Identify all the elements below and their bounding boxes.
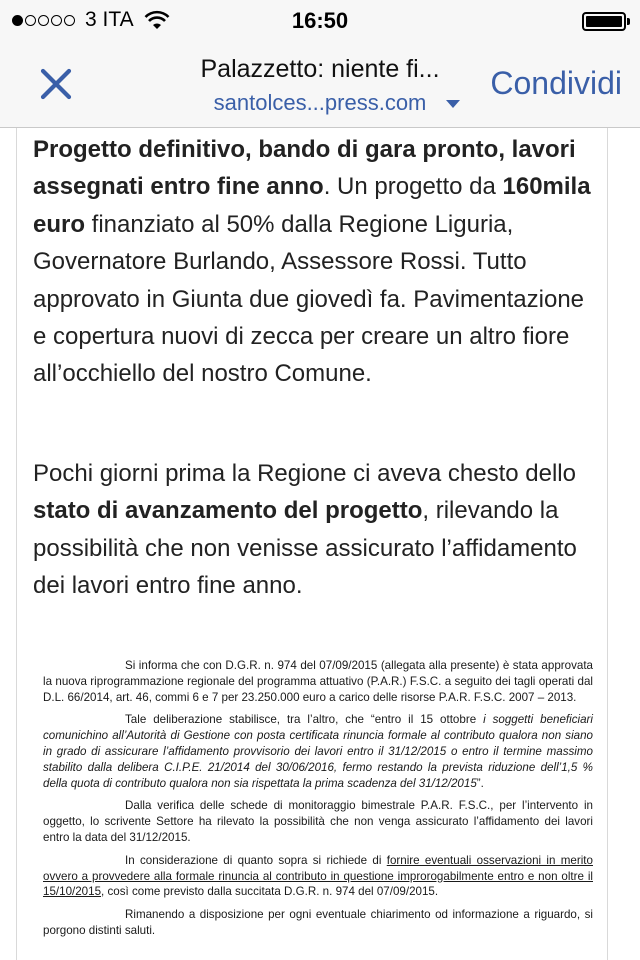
text: . Un progetto da xyxy=(323,173,503,201)
article-content xyxy=(16,128,608,960)
text: , così come previsto dalla succitata D.G.R. n. 974 del 07/09/2015. xyxy=(101,885,439,899)
chevron-down-icon[interactable] xyxy=(446,100,460,108)
carrier-name: 3 ITA xyxy=(85,8,134,31)
battery-nub xyxy=(627,18,630,25)
bold-text: 160mila euro xyxy=(33,173,591,238)
document-paragraph: Rimanendo a disposizione per ogni eventuale chiarimento od informazione a riguardo, si porgono distinti saluti. xyxy=(43,908,593,937)
document-paragraph: Dalla verifica delle schede di monitoraggio bimestrale P.A.R. F.S.C., per l’intervento in oggetto, lo scrivente Settore ha rilevato la possibilità che non venga assicurato l’affidamento dei lavori entro la data del 31/12/2015. xyxy=(43,799,593,844)
status-bar xyxy=(0,0,640,40)
text: ”. xyxy=(476,776,484,790)
article-paragraph xyxy=(33,455,603,605)
share-button[interactable]: Condividi xyxy=(490,65,622,101)
page-url[interactable]: santolces...press.com xyxy=(213,90,427,115)
browser-nav-bar xyxy=(0,40,640,128)
text: finanziato al 50% dalla Regione Liguria, Governatore Burlando, Assessore Rossi. Tutto approvato in Giunta due giovedì fa. Pavimentazione e copertura nuovi di zecca per creare un altro fiore all’occhiello del nostro Comune. xyxy=(33,210,585,388)
bold-text: stato di avanzamento del progetto xyxy=(33,497,423,525)
battery-icon xyxy=(582,12,626,31)
document-paragraph xyxy=(43,712,593,791)
scanned-document-image xyxy=(43,658,593,946)
bold-text: Progetto definitivo, bando di gara pronto, lavori assegnati entro fine anno xyxy=(33,136,576,201)
document-paragraph xyxy=(43,853,593,900)
text: Tale deliberazione stabilisce, tra l’altro, che “entro il 15 ottobre xyxy=(125,713,484,727)
article-paragraph xyxy=(33,131,603,393)
text: Pochi giorni prima la Regione ci aveva chesto dello xyxy=(33,460,576,487)
text: In considerazione di quanto sopra si richiede di xyxy=(125,853,387,867)
status-time: 16:50 xyxy=(291,8,349,33)
battery-fill xyxy=(586,16,622,27)
page-title: Palazzetto: niente fi... xyxy=(200,55,440,83)
italic-text: i soggetti beneficiari comunichino all’Autorità di Gestione con posta certificata rinuncia formale al contributo qualora non siano in grado di assicurare l’affidamento provvisorio dei lavori entro il 31/12/2015 o entro il termine massimo stabilito dalla delibera C.I.P.E. 21/2014 del 30/06/2016, fermo restando la prevista riduzione dell’1,5 % della quota di contributo qualora non sia rispettata la prima scadenza del 31/12/2015 xyxy=(43,713,593,790)
text: , rilevando la possibilità che non venisse assicurato l’affidamento dei lavori entro fine anno. xyxy=(33,497,577,600)
underlined-text: fornire eventuali osservazioni in merito ovvero a provvedere alla formale rinuncia al contributo in questione improrogabilmente entro e non oltre il 15/10/2015 xyxy=(43,853,593,899)
document-paragraph: Si informa che con D.G.R. n. 974 del 07/09/2015 (allegata alla presente) è stata approvata la nuova riprogrammazione regionale del programma attuativo (P.A.R.) F.S.C. a seguito dei tagli operati dal D.L. 66/2014, art. 46, commi 6 e 7 per 23.250.000 euro a carico delle risorse P.A.R. F.S.C. 2007 – 2013. xyxy=(43,659,593,704)
close-icon[interactable] xyxy=(34,62,78,106)
